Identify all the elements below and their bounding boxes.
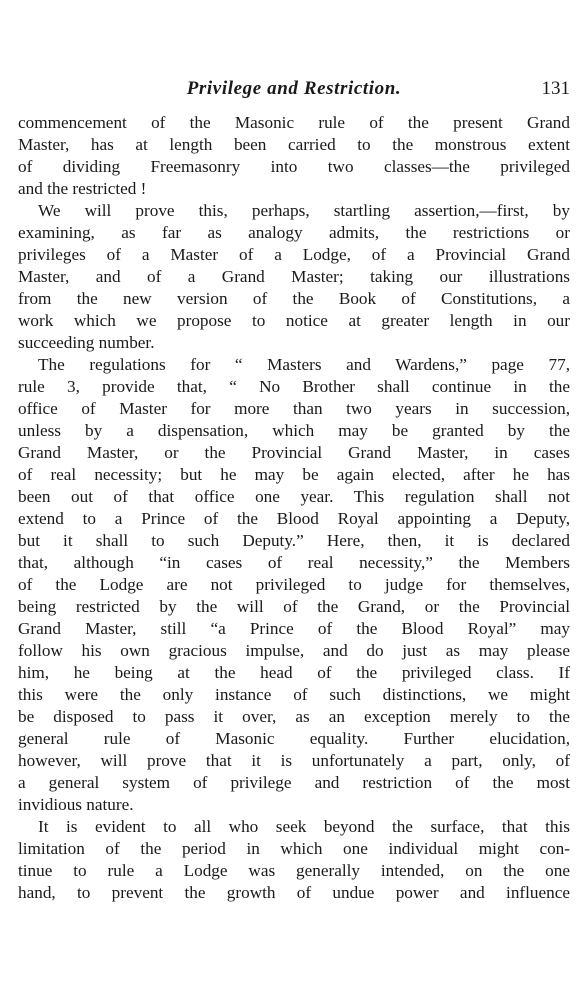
text-line: extend to a Prince of the Blood Royal appointing a Deputy, xyxy=(18,509,570,528)
text-line: and the restricted ! xyxy=(18,179,147,198)
text-line: unless by a dispensation, which may be granted by the xyxy=(18,421,570,440)
text-line: We will prove this, perhaps, startling assertion,—first, by xyxy=(38,201,570,220)
text-line: of real necessity; but he may be again elected, after he has xyxy=(18,465,570,484)
text-line: It is evident to all who seek beyond the surface, that this xyxy=(38,817,570,836)
text-line: follow his own gracious impulse, and do just as may please xyxy=(18,641,570,660)
text-line: examining, as far as analogy admits, the restrictions or xyxy=(18,223,570,242)
text-line: be disposed to pass it over, as an exception merely to the xyxy=(18,707,570,726)
text-line: The regulations for “ Masters and Wardens,” page 77, xyxy=(38,355,570,374)
running-head xyxy=(18,78,570,102)
text-line: privileges of a Master of a Lodge, of a Provincial Grand xyxy=(18,245,570,264)
text-line: being restricted by the will of the Grand, or the Provincial xyxy=(18,597,570,616)
text-line: Grand Master, or the Provincial Grand Master, in cases xyxy=(18,443,570,462)
text-line: of the Lodge are not privileged to judge for themselves, xyxy=(18,575,570,594)
text-line: but it shall to such Deputy.” Here, then, it is declared xyxy=(18,531,570,550)
text-line: of dividing Freemasonry into two classes—the privileged xyxy=(18,157,570,176)
text-line: Grand Master, still “a Prince of the Blood Royal” may xyxy=(18,619,570,638)
text-line: invidious nature. xyxy=(18,795,134,814)
text-line: this were the only instance of such distinctions, we might xyxy=(18,685,570,704)
text-line: succeeding number. xyxy=(18,333,155,352)
text-line: however, will prove that it is unfortunately a part, only, of xyxy=(18,751,570,770)
text-line: limitation of the period in which one individual might con- xyxy=(18,839,570,858)
text-line: commencement of the Masonic rule of the present Grand xyxy=(18,113,570,132)
page-number: 131 xyxy=(541,78,570,99)
text-line: a general system of privilege and restriction of the most xyxy=(18,773,570,792)
text-line: general rule of Masonic equality. Further elucidation, xyxy=(18,729,570,748)
text-line: rule 3, provide that, “ No Brother shall continue in the xyxy=(18,377,570,396)
text-line: that, although “in cases of real necessity,” the Members xyxy=(18,553,570,572)
running-title: Privilege and Restriction. xyxy=(186,78,402,99)
text-line: work which we propose to notice at greater length in our xyxy=(18,311,570,330)
text-line: tinue to rule a Lodge was generally intended, on the one xyxy=(18,861,570,880)
text-line: Master, has at length been carried to the monstrous extent xyxy=(18,135,570,154)
text-line: been out of that office one year. This regulation shall not xyxy=(18,487,570,506)
text-line: Master, and of a Grand Master; taking our illustrations xyxy=(18,267,570,286)
text-line: from the new version of the Book of Constitutions, a xyxy=(18,289,570,308)
text-line: him, he being at the head of the privileged class. If xyxy=(18,663,570,682)
body-text xyxy=(18,112,570,904)
text-line: office of Master for more than two years in succession, xyxy=(18,399,570,418)
text-line: hand, to prevent the growth of undue power and influence xyxy=(18,883,570,902)
